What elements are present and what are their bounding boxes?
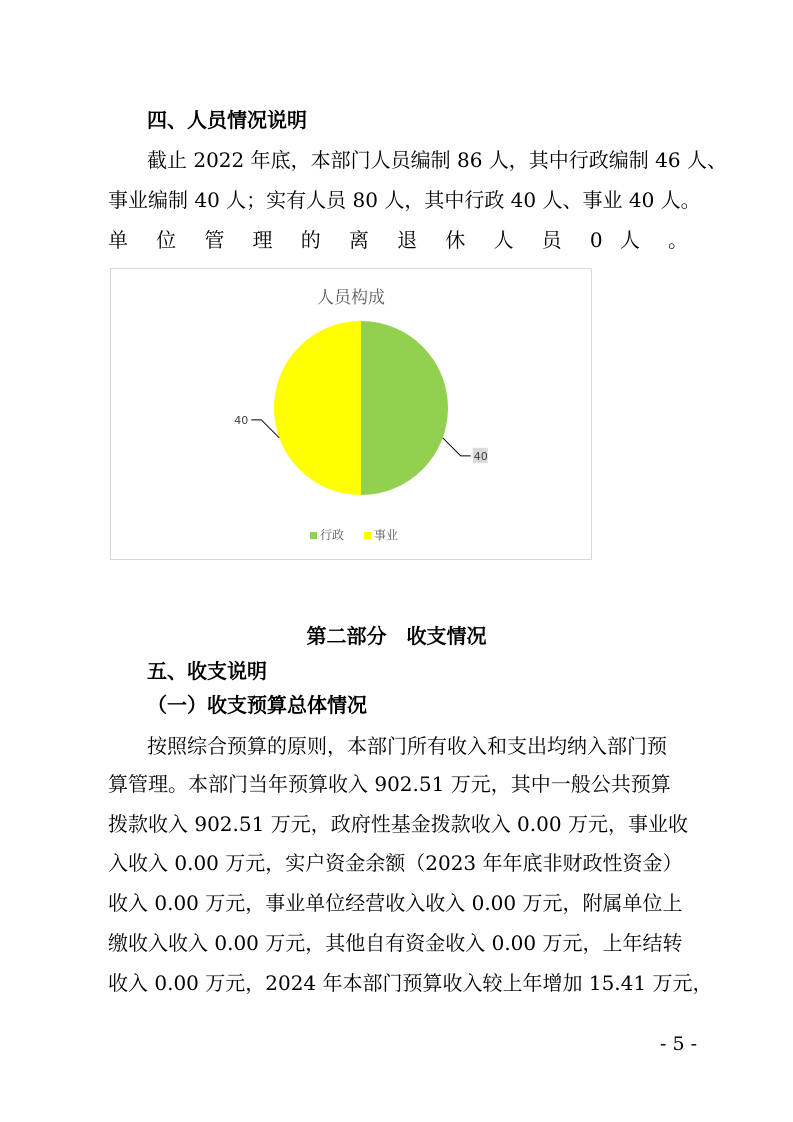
section4-line-2: 事业编制 40 人；实有人员 80 人，其中行政 40 人、事业 40 人。 [108,188,701,212]
chart-title: 人员构成 [317,288,385,308]
section5-line-6: 缴收入收入 0.00 万元，其他自有资金收入 0.00 万元，上年结转 [108,931,683,955]
legend-label-行政: 行政 [320,528,345,542]
section5-line-1: 按照综合预算的原则，本部门所有收入和支出均纳入部门预 [147,734,667,758]
pie-slice-事业 [274,321,361,495]
section5-line-5: 收入 0.00 万元，事业单位经营收入收入 0.00 万元，附属单位上 [108,891,683,915]
leader-line-行政 [443,438,471,456]
section4-line-1: 截止 2022 年底，本部门人员编制 86 人，其中行政编制 46 人、 [147,148,727,172]
pie-chart-svg [111,269,591,559]
legend-swatch-行政 [310,532,317,539]
section5-line-7: 收入 0.00 万元，2024 年本部门预算收入较上年增加 15.41 万元， [108,971,713,995]
section5-sub1-heading: （一）收支预算总体情况 [147,693,367,717]
section4-heading: 四、人员情况说明 [147,108,307,132]
data-label-事业: 40 [234,413,249,427]
section5-heading: 五、收支说明 [147,659,267,683]
leader-line-事业 [251,420,279,438]
section5-line-3: 拨款收入 902.51 万元，政府性基金拨款收入 0.00 万元，事业收 [108,812,688,836]
legend-label-事业: 事业 [374,528,399,542]
section5-line-4: 入收入 0.00 万元，实户资金余额（2023 年年底非财政性资金） [108,851,683,875]
section5-line-2: 算管理。本部门当年预算收入 902.51 万元，其中一般公共预算 [108,772,671,796]
section4-line-3: 单 位 管 理 的 离 退 休 人 员 0 人 。 [108,228,688,252]
legend-swatch-事业 [364,532,371,539]
data-label-行政: 40 [473,449,488,463]
staff-composition-chart [110,268,592,560]
page-number: - 5 - [660,1033,698,1055]
part2-heading: 第二部分 收支情况 [306,624,487,648]
pie-slice-行政 [361,321,448,495]
